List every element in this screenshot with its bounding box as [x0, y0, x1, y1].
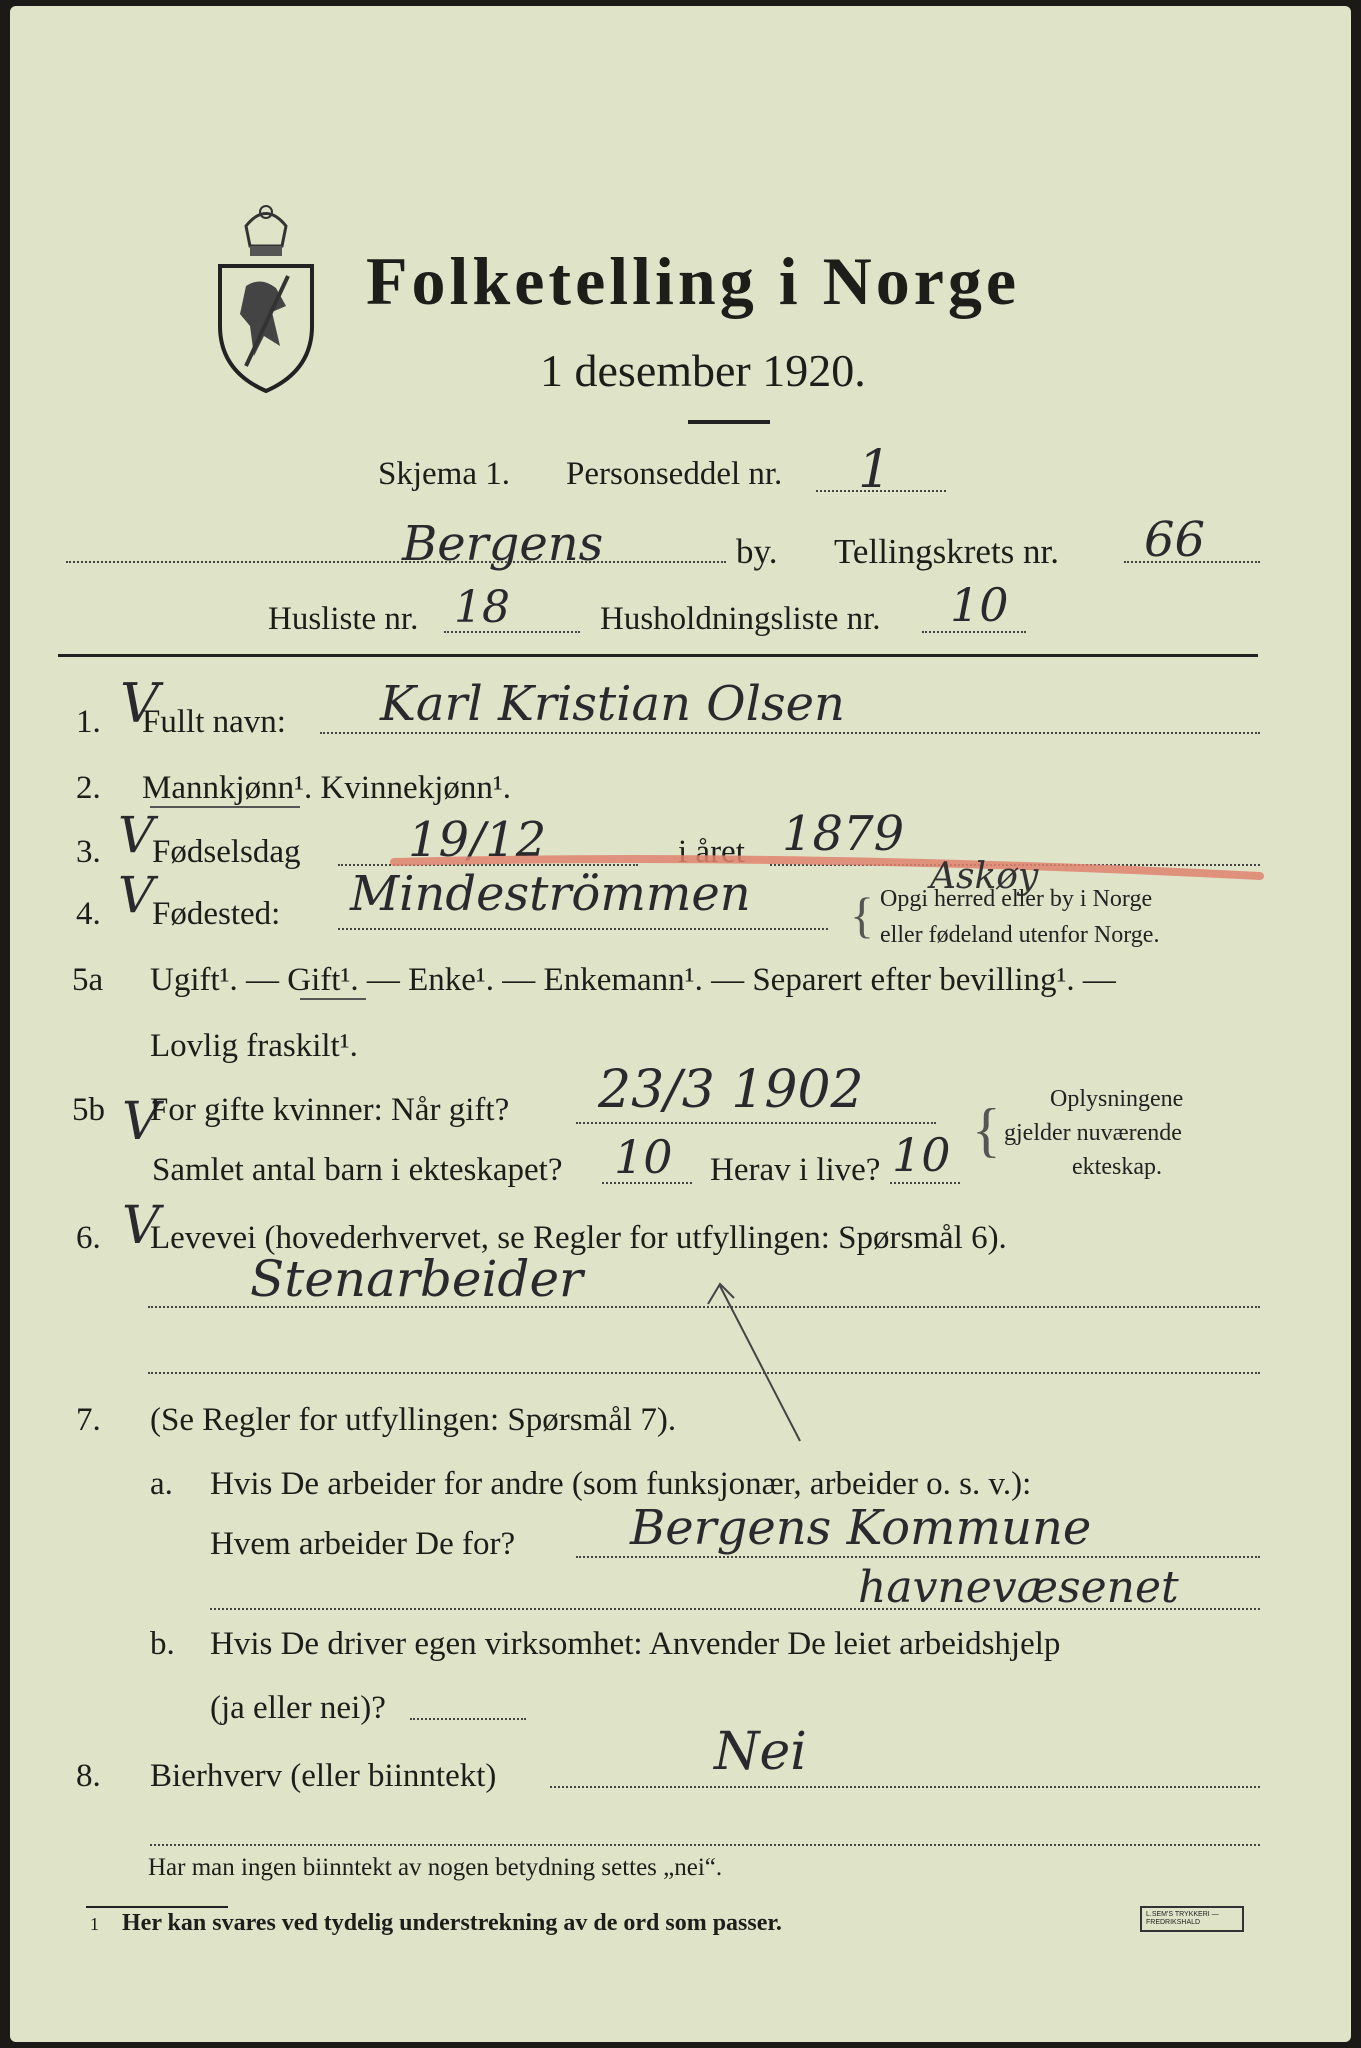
q5b-children-label: Samlet antal barn i ekteskapet? — [152, 1152, 563, 1188]
q4-note-line2: eller fødeland utenfor Norge. — [880, 922, 1160, 948]
q7b-line — [410, 1718, 526, 1720]
q5b-alive-line — [890, 1182, 960, 1184]
q7a-who-label: Hvem arbeider De for? — [210, 1526, 516, 1562]
q6-arrow-annotation — [700, 1276, 820, 1446]
personseddel-label: Personseddel nr. — [566, 456, 783, 492]
q7a-label: Hvis De arbeider for andre (som funksjonær, arbeider o. s. v.): — [210, 1466, 1032, 1502]
q3-checkmark: V — [118, 806, 155, 864]
q7a-letter: a. — [150, 1466, 173, 1502]
form-date: 1 desember 1920. — [540, 345, 866, 396]
q2-underline-mannkjonn — [150, 806, 300, 808]
q5b-number: 5b — [72, 1092, 105, 1128]
q1-line — [320, 732, 1260, 734]
q3-year-value[interactable]: 1879 — [782, 806, 905, 862]
header-divider — [58, 654, 1258, 657]
footer-note: Har man ingen biinntekt av nogen betydning settes „nei“. — [148, 1854, 723, 1881]
city-value[interactable]: Bergens — [402, 516, 604, 572]
q1-full-name-value[interactable]: Karl Kristian Olsen — [380, 676, 845, 732]
q5a-number: 5a — [72, 962, 104, 998]
husliste-label: Husliste nr. — [268, 601, 419, 637]
q4-birthplace-extra[interactable]: Askøy — [930, 856, 1039, 897]
q4-brace: { — [850, 887, 874, 943]
q3-birthday-value[interactable]: 19/12 — [408, 812, 547, 868]
q6-label: Levevei (hovederhvervet, se Regler for utfyllingen: Spørsmål 6). — [150, 1220, 1007, 1256]
footnote-divider — [86, 1906, 228, 1908]
q5b-note-line1: Oplysningene — [1050, 1086, 1184, 1112]
q5b-alive-label: Herav i live? — [710, 1152, 881, 1188]
skjema-label: Skjema 1. — [378, 456, 510, 492]
q6-number: 6. — [76, 1220, 101, 1256]
q5b-note-line3: ekteskap. — [1072, 1154, 1162, 1180]
q5b-children-value[interactable]: 10 — [614, 1130, 673, 1184]
q8-side-income-value[interactable]: Nei — [714, 1722, 807, 1782]
q2-number: 2. — [76, 770, 101, 806]
q3-year-label: i året — [678, 834, 745, 870]
q4-number: 4. — [76, 896, 101, 932]
norwegian-coat-of-arms-icon — [206, 196, 326, 396]
footnote-number: 1 — [90, 1914, 99, 1934]
q8-line — [550, 1786, 1260, 1788]
husliste-value[interactable]: 18 — [454, 582, 510, 633]
q1-label: Fullt navn: — [142, 704, 286, 740]
title-divider — [688, 420, 770, 424]
tellingskrets-label: Tellingskrets nr. — [834, 532, 1060, 571]
tellingskrets-value[interactable]: 66 — [1144, 512, 1206, 568]
q4-birthplace-value[interactable]: Mindeströmmen — [350, 866, 751, 922]
q4-checkmark: V — [118, 866, 155, 924]
q1-checkmark: V — [120, 672, 159, 735]
footnote-text: Her kan svares ved tydelig understrekning av de ord som passer. — [122, 1910, 782, 1936]
q2-gender-options[interactable]: Mannkjønn¹. Kvinnekjønn¹. — [142, 770, 512, 806]
city-line — [66, 561, 726, 563]
q5b-alive-value[interactable]: 10 — [892, 1128, 951, 1182]
q7a-employer-value[interactable]: Bergens Kommune — [630, 1500, 1092, 1556]
q5b-marriage-date-value[interactable]: 23/3 1902 — [598, 1060, 864, 1120]
q4-note-line1: Opgi herred eller by i Norge — [880, 886, 1153, 912]
q7b-sub-label: (ja eller nei)? — [210, 1690, 386, 1726]
q5b-note-line2: gjelder nuværende — [1004, 1120, 1182, 1146]
husholdningsliste-value[interactable]: 10 — [950, 578, 1009, 632]
q3-label: Fødselsdag — [152, 834, 301, 870]
q5b-brace: { — [972, 1097, 1001, 1163]
q6-occupation-value[interactable]: Stenarbeider — [250, 1250, 583, 1308]
q7-number: 7. — [76, 1402, 101, 1438]
printer-stamp: L.SEM'S TRYKKERI — FREDRIKSHALD — [1140, 1906, 1244, 1932]
husholdningsliste-label: Husholdningsliste nr. — [600, 601, 881, 637]
q1-number: 1. — [76, 704, 101, 740]
q7b-letter: b. — [150, 1626, 175, 1662]
q5a-marital-options[interactable]: Ugift¹. — Gift¹. — Enke¹. — Enkemann¹. — Separert efter bevilling¹. — — [150, 962, 1116, 998]
personseddel-value[interactable]: 1 — [858, 440, 892, 500]
form-title: Folketelling i Norge — [366, 243, 1021, 319]
q7a-who-line — [576, 1556, 1260, 1558]
census-form-page — [10, 6, 1351, 2042]
q4-label: Fødested: — [152, 896, 281, 932]
q8-number: 8. — [76, 1758, 101, 1794]
q5a-underline-gift — [300, 998, 366, 1000]
q7-label: (Se Regler for utfyllingen: Spørsmål 7). — [150, 1402, 677, 1438]
q6-checkmark: V — [122, 1196, 160, 1256]
q8-line2 — [150, 1844, 1260, 1846]
q5b-label: For gifte kvinner: Når gift? — [150, 1092, 510, 1128]
q8-label: Bierhverv (eller biinntekt) — [150, 1758, 497, 1794]
q7a-employer-value-cont[interactable]: havnevæsenet — [858, 1562, 1179, 1613]
q5a-marital-options-cont[interactable]: Lovlig fraskilt¹. — [150, 1028, 358, 1064]
q4-line — [338, 928, 828, 930]
q5b-checkmark: V — [122, 1092, 160, 1152]
q7b-label: Hvis De driver egen virksomhet: Anvender De leiet arbeidshjelp — [210, 1626, 1061, 1662]
q3-number: 3. — [76, 834, 101, 870]
q5b-line — [576, 1122, 936, 1124]
by-label: by. — [736, 532, 778, 571]
